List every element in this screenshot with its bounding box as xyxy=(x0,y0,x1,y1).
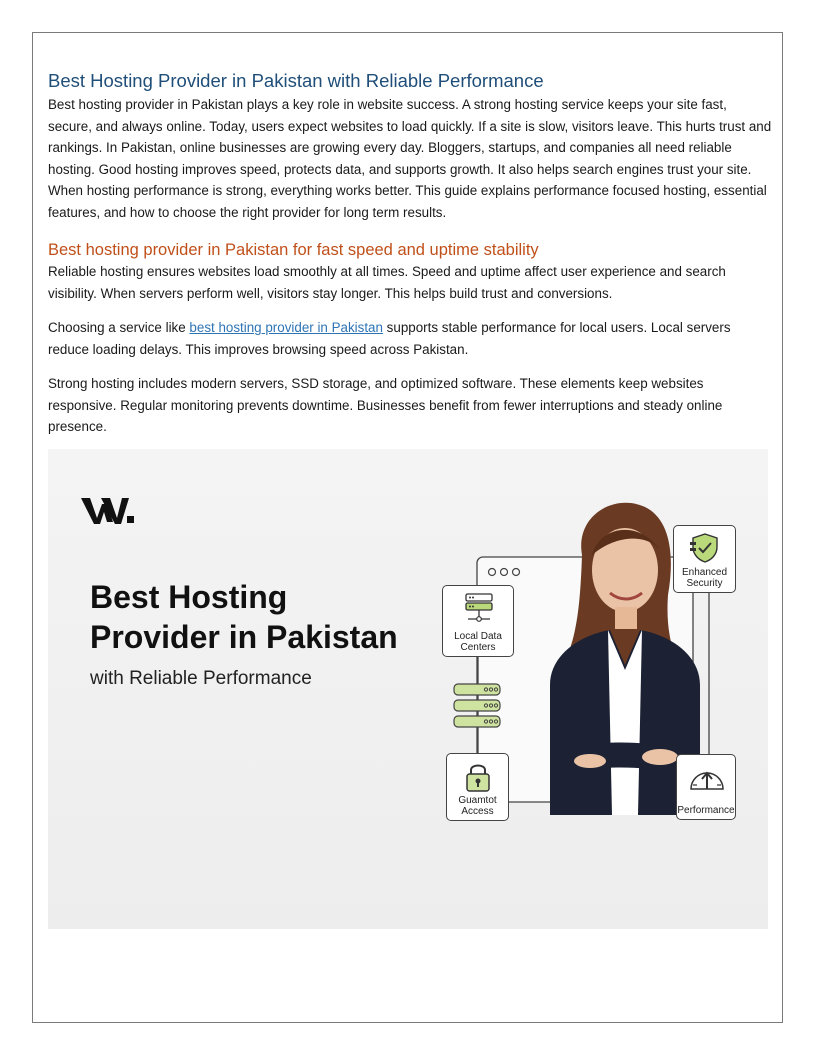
hero-title xyxy=(90,577,398,657)
security-shield-icon xyxy=(688,532,722,564)
paragraph-text-after-link: supports stable performance for local users. Local servers reduce loading delays. This improves browsing speed across Pakistan. xyxy=(48,320,731,357)
hero-subtitle: with Reliable Performance xyxy=(90,668,312,689)
enhanced-security-label: Enhanced Security xyxy=(681,567,728,589)
performance-card xyxy=(676,754,736,820)
paragraph-local-servers xyxy=(48,317,772,360)
server-rack-icon xyxy=(462,592,496,626)
access-label: Guamtot Access xyxy=(458,795,497,817)
hosting-provider-link[interactable]: best hosting provider in Pakistan xyxy=(189,320,383,335)
hosting-diagram xyxy=(428,489,748,879)
document-title: Best Hosting Provider in Pakistan with Reliable Performance xyxy=(48,70,544,91)
local-data-centers-card xyxy=(442,585,514,657)
hero-title-line-1: Best Hosting xyxy=(90,579,288,615)
access-card xyxy=(446,753,509,821)
hero-banner-image xyxy=(48,449,768,929)
document-body xyxy=(48,68,772,438)
performance-label: Performance xyxy=(677,805,735,816)
section-title: Best hosting provider in Pakistan for fast speed and uptime stability xyxy=(48,241,539,259)
server-stack-icon xyxy=(452,682,502,732)
brand-logo-icon xyxy=(81,496,137,526)
local-data-centers-label: Local Data Centers xyxy=(454,631,502,653)
paragraph-speed-uptime: Reliable hosting ensures websites load smoothly at all times. Speed and uptime affect user experience and search visibility. When servers perform well, visitors stay longer. This helps build trust and conversions. xyxy=(48,264,726,301)
enhanced-security-card xyxy=(673,525,736,593)
paragraph-text-before-link: Choosing a service like xyxy=(48,320,190,335)
padlock-icon xyxy=(463,760,493,794)
paragraph-strong-hosting: Strong hosting includes modern servers, SSD storage, and optimized software. These elements keep websites responsive. Regular monitoring prevents downtime. Businesses benefit from fewer interruptions and steady online presence. xyxy=(48,376,723,434)
intro-paragraph: Best hosting provider in Pakistan plays a key role in website success. A strong hosting service keeps your site fast, secure, and always online. Today, users expect websites to load quickly. If a site is slow, visitors leave. This hurts trust and rankings. In Pakistan, online businesses are growing every day. Bloggers, startups, and companies all need reliable hosting. Good hosting improves speed, protects data, and supports growth. It also helps search engines trust your site. When hosting performance is strong, everything works better. This guide explains performance focused hosting, essential features, and how to choose the right provider for long term results. xyxy=(48,97,772,220)
hero-title-line-2: Provider in Pakistan xyxy=(90,619,398,655)
performance-gauge-icon xyxy=(687,763,727,797)
